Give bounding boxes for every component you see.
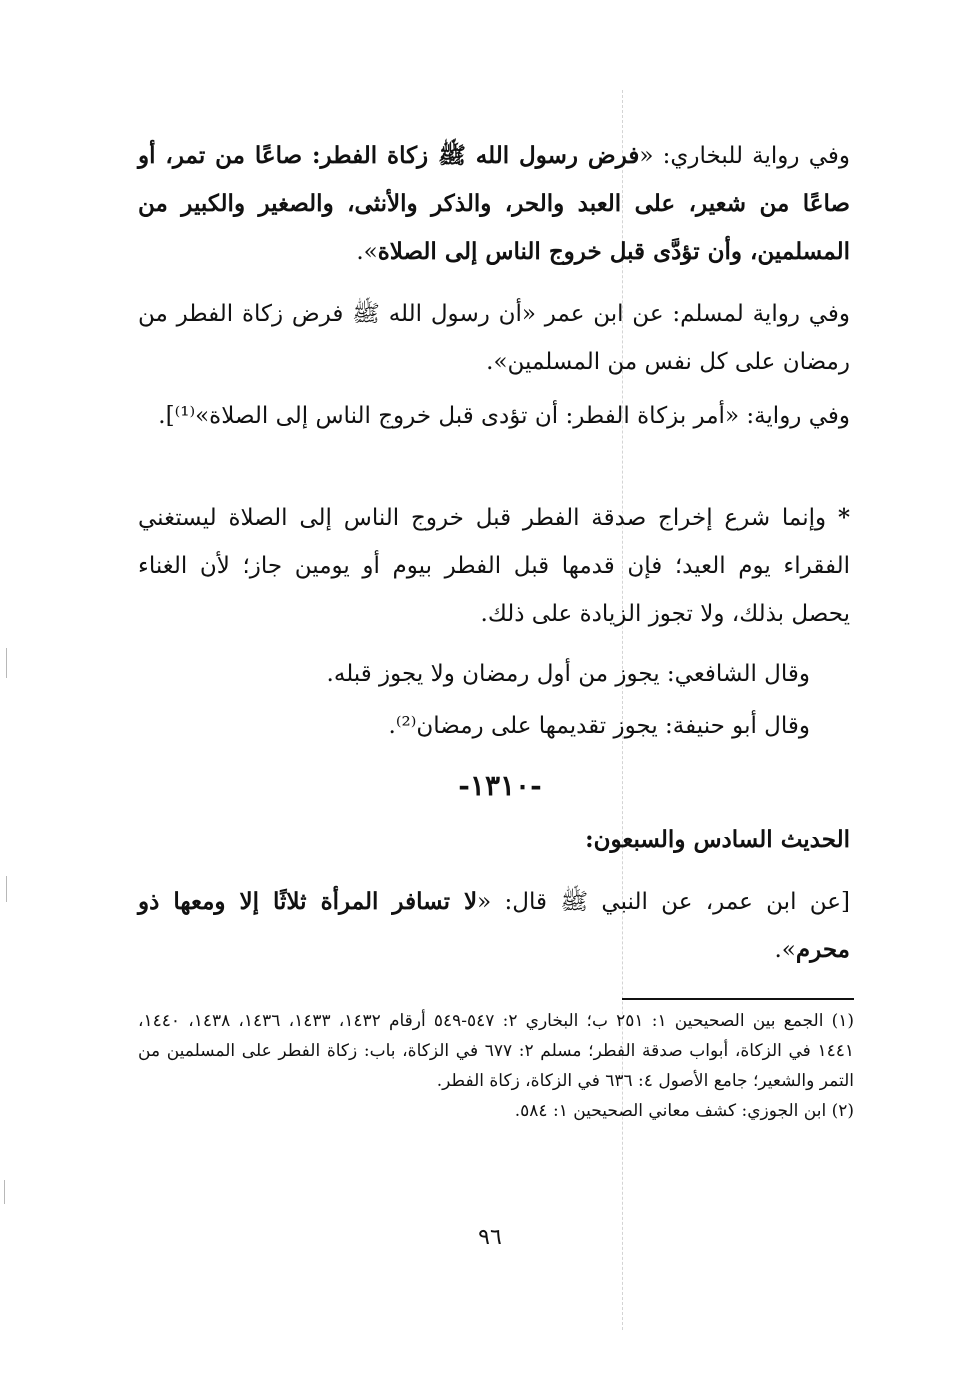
page-number: ٩٦	[478, 1225, 502, 1250]
section-heading: الحديث السادس والسبعون:	[585, 826, 850, 853]
hadith-intro: [عن ابن عمر، عن النبي ﷺ قال: «	[477, 889, 850, 915]
paragraph-commentary	[138, 494, 850, 638]
commentary-star-marker: *	[837, 504, 850, 531]
scan-edge-mark	[6, 876, 7, 902]
paragraph-bukhari-narration	[138, 132, 850, 276]
footnote-1: (١) الجمع بين الصحيحين ١: ٢٥١ ب؛ البخاري ٢: ٥٤٧-٥٤٩ أرقام ١٤٣٢، ١٤٣٣، ١٤٣٦، ١٤٣٨، ١٤٤٠، ١٤٤١ في الزكاة، أبواب صدقة الفطر؛ مسلم ٢: ٦٧٧ في الزكاة، باب: زكاة الفطر على المسلمين من التمر والشعير؛ جامع الأصول ٤: ٦٣٦ في الزكاة، زكاة الفطر.	[138, 1011, 855, 1091]
paragraph-hadith-text	[138, 878, 850, 974]
paragraph-muslim-narration: وفي رواية لمسلم: عن ابن عمر «أن رسول الله ﷺ فرض زكاة الفطر من رمضان على كل نفس من المسلمين».	[138, 301, 850, 375]
quote-close: ».	[356, 239, 378, 265]
paragraph-narration-before-prayer: وفي رواية: «أمر بزكاة الفطر: أن تؤدى قبل خروج الناس إلى الصلاة»⁽¹⁾].	[158, 403, 850, 429]
footnote-2: (٢) ابن الجوزي: كشف معاني الصحيحين ١: ٥٨٤.	[514, 1101, 854, 1121]
paragraph-intro: وفي رواية للبخاري: «	[639, 143, 850, 169]
scan-edge-mark	[6, 648, 7, 678]
paragraph-shafii-opinion: وقال الشافعي: يجوز من أول رمضان ولا يجوز قبله.	[326, 661, 810, 687]
commentary-text: وإنما شرع إخراج صدقة الفطر قبل خروج الناس إلى الصلاة ليستغني الفقراء يوم العيد؛ فإن قدمها قبل الفطر بيوم أو يومين جاز؛ لأن الغناء يحصل بذلك، ولا تجوز الزيادة على ذلك.	[138, 505, 850, 627]
hadith-quote: فرض رسول الله ﷺ زكاة الفطر: صاعًا من تمر، أو صاعًا من شعير، على العبد والحر، والذكر والأنثى، والصغير والكبير من المسلمين، وأن تؤدَّى قبل خروج الناس إلى الصلاة	[138, 142, 850, 265]
quote-close: ».	[774, 937, 796, 963]
hadith-quote: لا تسافر المرأة ثلاثًا إلا ومعها ذو محرم	[138, 888, 850, 963]
paragraph-abu-hanifa-opinion: وقال أبو حنيفة: يجوز تقديمها على رمضان⁽²⁾.	[388, 713, 810, 739]
scan-edge-mark	[4, 1180, 5, 1204]
hadith-number: -١٣١٠-	[458, 769, 542, 802]
footnotes	[138, 1006, 854, 1126]
footnote-separator	[622, 998, 854, 1000]
